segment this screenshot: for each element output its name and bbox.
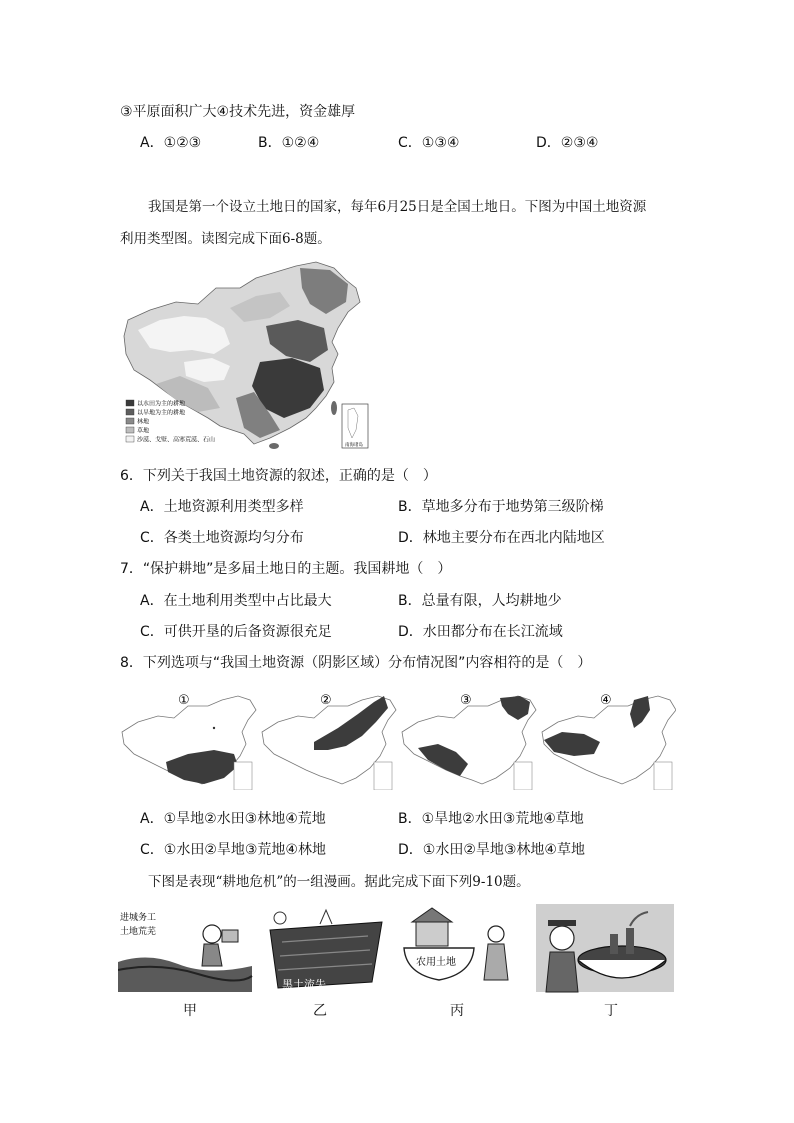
q8-option-d: D．①水田②旱地③林地④草地 <box>398 842 585 858</box>
q6-stem: 6．下列关于我国土地资源的叙述，正确的是（ ） <box>120 468 437 484</box>
cartoon-jia-text-2: 土地荒芜 <box>120 927 157 937</box>
q7-option-b: B．总量有限，人均耕地少 <box>398 593 562 609</box>
inset-label: 南海诸岛 <box>345 443 363 448</box>
q7-stem: 7．“保护耕地”是多届土地日的主题。我国耕地（ ） <box>120 561 452 577</box>
cartoon-strip <box>118 904 676 996</box>
q8-option-b: B．①旱地②水田③荒地④草地 <box>398 811 584 827</box>
legend-grassland: 草地 <box>137 427 150 435</box>
cartoon-yi <box>260 904 390 992</box>
taiwan-island <box>331 401 337 415</box>
q8-map-label-2: ② <box>320 693 332 708</box>
q8-option-a: A．①旱地②水田③林地④荒地 <box>140 811 326 827</box>
cartoon-jia-text-1: 进城务工 <box>120 913 157 923</box>
cartoon-label-ding: 丁 <box>604 1003 618 1019</box>
q5-option-d: D．②③④ <box>536 135 599 151</box>
cartoon-label-bing: 丙 <box>450 1003 464 1019</box>
china-land-use-map <box>120 258 372 454</box>
q5-option-c: C．①③④ <box>398 135 460 151</box>
q7-option-c: C．可供开垦的后备资源很充足 <box>140 624 332 640</box>
q6-option-a: A．土地资源利用类型多样 <box>140 499 304 515</box>
cartoon-bing <box>398 904 528 992</box>
cartoon-jia <box>118 904 252 992</box>
q8-stem: 8．下列选项与“我国土地资源（阴影区域）分布情况图”内容相符的是（ ） <box>120 655 592 671</box>
legend-dryland: 以旱地为主的耕地 <box>137 409 186 417</box>
q8-map-3 <box>402 693 536 790</box>
cartoon-label-jia: 甲 <box>183 1003 197 1019</box>
cartoon-label-yi: 乙 <box>313 1003 327 1019</box>
q5-option-b: B．①②④ <box>258 135 320 151</box>
q8-map-label-3: ③ <box>460 693 472 708</box>
cartoon-ding <box>536 904 674 992</box>
q6-option-d: D．林地主要分布在西北内陆地区 <box>398 530 605 546</box>
q7-option-a: A．在土地利用类型中占比最大 <box>140 593 332 609</box>
q8-map-4 <box>542 693 676 790</box>
q7-option-d: D．水田都分布在长江流域 <box>398 624 563 640</box>
q8-map-1 <box>122 693 256 790</box>
legend-barren: 沙漠、戈壁、高寒荒漠、石山 <box>137 436 216 444</box>
south-sea-inset <box>342 404 368 448</box>
q8-option-c: C．①水田②旱地③荒地④林地 <box>140 842 326 858</box>
legend-paddy: 以水田为主的耕地 <box>137 400 186 408</box>
legend-forest: 林地 <box>137 418 150 426</box>
q5-option-a: A．①②③ <box>140 135 202 151</box>
intro-line-1: 我国是第一个设立土地日的国家，每年6月25日是全国土地日。下图为中国土地资源 <box>148 199 647 215</box>
cartoon-bing-text: 农用土地 <box>416 957 456 968</box>
intro-line-2: 利用类型图。读图完成下面6-8题。 <box>120 231 331 247</box>
q8-map-label-4: ④ <box>600 693 612 708</box>
q8-map-2 <box>262 693 396 790</box>
q8-maps <box>118 686 676 790</box>
cartoon-yi-text: 黑土流失 <box>282 978 326 991</box>
q6-option-b: B．草地多分布于地势第三级阶梯 <box>398 499 604 515</box>
q8-map-label-1: ① <box>178 693 190 708</box>
intro2: 下图是表现“耕地危机”的一组漫画。据此完成下面下列9-10题。 <box>148 874 530 890</box>
top-line: ③平原面积广大④技术先进，资金雄厚 <box>120 104 356 120</box>
hainan-island <box>269 443 279 449</box>
q6-option-c: C．各类土地资源均匀分布 <box>140 530 304 546</box>
